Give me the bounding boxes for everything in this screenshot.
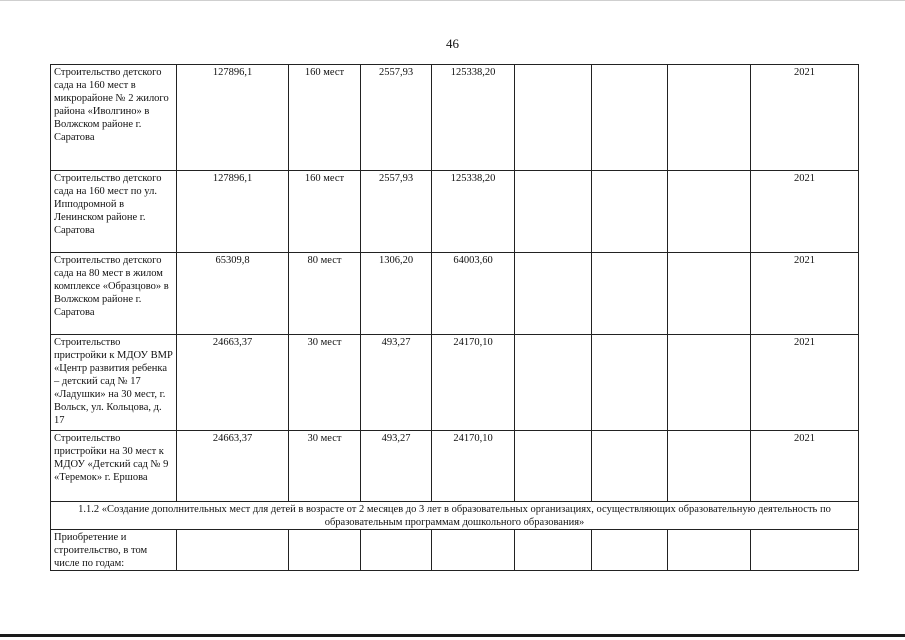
federal-funds-cell: 125338,20 xyxy=(432,65,515,171)
capacity-cell: 160 мест xyxy=(289,171,361,253)
empty-cell xyxy=(592,171,668,253)
regional-funds-cell: 2557,93 xyxy=(361,65,432,171)
capacity-cell: 160 мест xyxy=(289,65,361,171)
regional-funds-cell: 493,27 xyxy=(361,431,432,502)
empty-cell xyxy=(668,431,751,502)
federal-funds-cell: 125338,20 xyxy=(432,171,515,253)
capacity-cell: 30 мест xyxy=(289,335,361,431)
section-heading-row xyxy=(51,502,859,530)
empty-cell xyxy=(515,253,592,335)
program-table xyxy=(50,64,859,571)
total-cost-cell: 127896,1 xyxy=(177,65,289,171)
empty-cell xyxy=(515,65,592,171)
year-cell: 2021 xyxy=(751,253,859,335)
total-cost-cell: 127896,1 xyxy=(177,171,289,253)
federal-funds-cell: 24170,10 xyxy=(432,431,515,502)
object-name-cell: Строительство пристройки к МДОУ ВМР «Центр развития ребенка – детский сад № 17 «Ладушки» на 30 мест, г. Вольск, ул. Кольцова, д. 17 xyxy=(51,335,177,431)
empty-cell xyxy=(515,171,592,253)
row-label-cell: Приобретение и строительство, в том числе по годам: xyxy=(51,530,177,571)
capacity-cell: 80 мест xyxy=(289,253,361,335)
table-row xyxy=(51,171,859,253)
federal-funds-cell: 64003,60 xyxy=(432,253,515,335)
empty-cell xyxy=(668,65,751,171)
object-name-cell: Строительство детского сада на 160 мест по ул. Ипподромной в Ленинском районе г. Саратова xyxy=(51,171,177,253)
regional-funds-cell: 493,27 xyxy=(361,335,432,431)
table-row xyxy=(51,65,859,171)
table-row xyxy=(51,431,859,502)
empty-cell xyxy=(592,530,668,571)
year-cell: 2021 xyxy=(751,65,859,171)
empty-cell xyxy=(751,530,859,571)
object-name-cell: Строительство детского сада на 80 мест в жилом комплексе «Образцово» в Волжском районе г. Саратова xyxy=(51,253,177,335)
empty-cell xyxy=(592,335,668,431)
object-name-cell: Строительство детского сада на 160 мест в микрорайоне № 2 жилого района «Иволгино» в Волжском районе г. Саратова xyxy=(51,65,177,171)
year-cell: 2021 xyxy=(751,335,859,431)
empty-cell xyxy=(592,253,668,335)
year-cell: 2021 xyxy=(751,431,859,502)
scan-bottom-edge xyxy=(0,634,905,637)
empty-cell xyxy=(592,431,668,502)
year-cell: 2021 xyxy=(751,171,859,253)
empty-cell xyxy=(289,530,361,571)
empty-cell xyxy=(668,253,751,335)
empty-cell xyxy=(432,530,515,571)
empty-cell xyxy=(668,335,751,431)
table-row xyxy=(51,530,859,571)
object-name-cell: Строительство пристройки на 30 мест к МДОУ «Детский сад № 9 «Теремок» г. Ершова xyxy=(51,431,177,502)
total-cost-cell: 24663,37 xyxy=(177,335,289,431)
empty-cell xyxy=(515,335,592,431)
scan-top-edge xyxy=(0,0,905,1)
regional-funds-cell: 2557,93 xyxy=(361,171,432,253)
empty-cell xyxy=(177,530,289,571)
capacity-cell: 30 мест xyxy=(289,431,361,502)
section-heading: 1.1.2 «Создание дополнительных мест для детей в возрасте от 2 месяцев до 3 лет в образовательных организациях, осуществляющих образовательную деятельность по образовательным программам дошкольного образования» xyxy=(51,502,859,530)
table-row xyxy=(51,253,859,335)
empty-cell xyxy=(361,530,432,571)
empty-cell xyxy=(515,530,592,571)
total-cost-cell: 24663,37 xyxy=(177,431,289,502)
table-row xyxy=(51,335,859,431)
empty-cell xyxy=(668,530,751,571)
empty-cell xyxy=(668,171,751,253)
empty-cell xyxy=(515,431,592,502)
empty-cell xyxy=(592,65,668,171)
regional-funds-cell: 1306,20 xyxy=(361,253,432,335)
page-number: 46 xyxy=(446,36,459,51)
federal-funds-cell: 24170,10 xyxy=(432,335,515,431)
total-cost-cell: 65309,8 xyxy=(177,253,289,335)
